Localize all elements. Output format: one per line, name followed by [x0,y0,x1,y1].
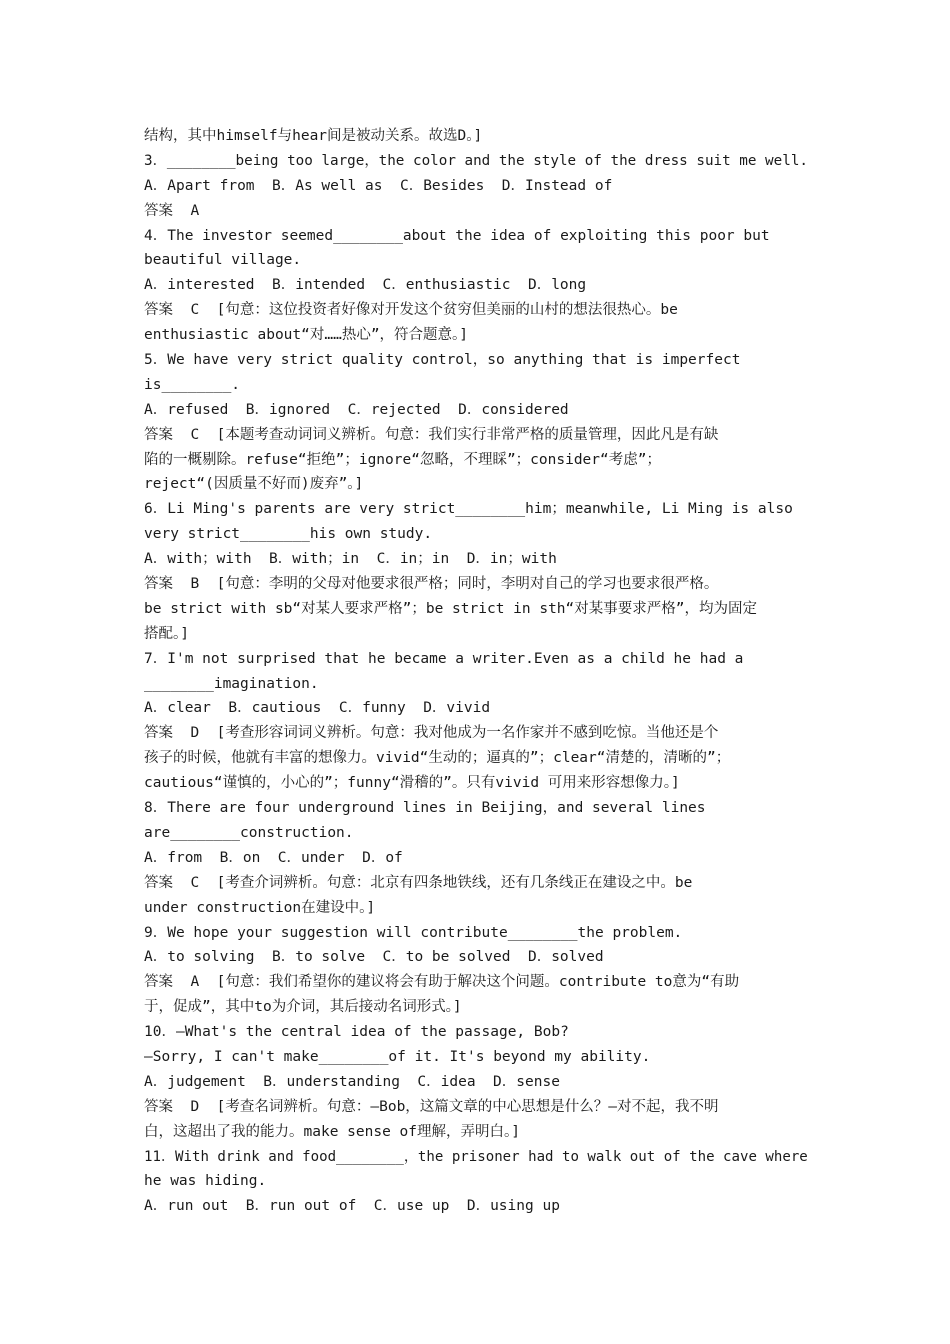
text-line: 结构，其中himself与hear间是被动关系。故选D。] [144,128,483,144]
question-5-stem: 5．We have very strict quality control，so anything that is imperfect [144,352,741,369]
question-4-stem: 4．The investor seemed________about the idea of exploiting this poor but [144,227,770,244]
question-3-stem: 3．________being too large，the color and the style of the dress suit me well. [144,152,808,169]
question-7-stem-cont: ________imagination. [144,675,319,692]
question-8-stem: 8．There are four underground lines in Beijing，and several lines [144,800,706,817]
question-7-stem: 7．I'm not surprised that he became a writer.Even as a child he had a [144,650,744,667]
question-5-answer: 答案 C [本题考查动词词义辨析。句意：我们实行非常严格的质量管理，因此凡是有缺 [144,426,719,443]
question-7-answer-cont: cautious“谨慎的，小心的”；funny“滑稽的”。只有vivid 可用来形容想像力。] [144,775,680,792]
question-9-options: A．to solving B．to solve C．to be solved D．solved [144,949,604,966]
question-11-options: A．run out B．run out of C．use up D．using up [144,1198,560,1215]
question-8-answer: 答案 C [考查介词辨析。句意：北京有四条地铁线，还有几条线正在建设之中。be [144,874,693,891]
question-3-answer: 答案 A [144,202,200,219]
question-6-stem: 6．Li Ming's parents are very strict________him；meanwhile, Li Ming is also [144,501,793,518]
question-11-stem-cont: he was hiding. [144,1173,267,1190]
question-9-answer: 答案 A [句意：我们希望你的建议将会有助于解决这个问题。contribute to意为“有助 [144,974,740,991]
question-10-answer-cont: 白，这超出了我的能力。make sense of理解，弄明白。] [144,1123,520,1140]
question-5-answer-cont: reject“(因质量不好而)废弃”。] [144,476,364,493]
question-4-options: A．interested B．intended C．enthusiastic D．long [144,277,587,294]
question-9-answer-cont: 于，促成”，其中to为介词，其后接动名词形式。] [144,999,462,1016]
question-7-options: A．clear B．cautious C．funny D．vivid [144,700,491,717]
question-8-options: A．from B．on C．under D．of [144,849,403,866]
question-10-stem: 10．—What's the central idea of the passage, Bob? [144,1024,569,1041]
question-10-stem-cont: —Sorry, I can't make________of it. It's beyond my ability. [144,1048,651,1065]
question-5-answer-cont: 陷的一概剔除。refuse“拒绝”；ignore“忽略，不理睬”；consider“考虑”； [144,451,661,468]
question-7-answer-cont: 孩子的时候，他就有丰富的想像力。vivid“生动的；逼真的”；clear“清楚的，清晰的”； [144,750,731,767]
question-11-stem: 11．With drink and food________，the prisoner had to walk out of the cave where [144,1148,808,1165]
question-6-options: A．with；with B．with；in C．in；in D．in；with [144,551,557,568]
question-3-options: A．Apart from B．As well as C．Besides D．Instead of [144,177,613,194]
question-6-stem-cont: very strict________his own study. [144,526,433,543]
question-6-answer: 答案 B [句意：李明的父母对他要求很严格；同时，李明对自己的学习也要求很严格。 [144,576,719,593]
question-10-options: A．judgement B．understanding C．idea D．sense [144,1073,560,1090]
question-7-answer: 答案 D [考查形容词词义辨析。句意：我对他成为一名作家并不感到吃惊。当他还是个 [144,725,719,742]
question-4-stem-cont: beautiful village. [144,252,302,269]
question-4-answer-cont: enthusiastic about“对……热心”，符合题意。] [144,327,469,344]
question-5-stem-cont: is________. [144,376,241,393]
question-5-options: A．refused B．ignored C．rejected D．considered [144,401,569,418]
question-9-stem: 9．We hope your suggestion will contribute________the problem. [144,924,683,941]
question-6-answer-cont: be strict with sb“对某人要求严格”；be strict in sth“对某事要求严格”，均为固定 [144,600,757,617]
question-8-stem-cont: are________construction. [144,824,354,841]
question-10-answer: 答案 D [考查名词辨析。句意：—Bob，这篇文章的中心思想是什么？—对不起，我不明 [144,1098,719,1115]
document-body [144,124,808,1219]
question-6-answer-cont: 搭配。] [144,625,189,642]
question-8-answer-cont: under construction在建设中。] [144,899,376,916]
question-4-answer: 答案 C [句意：这位投资者好像对开发这个贫穷但美丽的山村的想法很热心。be [144,302,678,319]
